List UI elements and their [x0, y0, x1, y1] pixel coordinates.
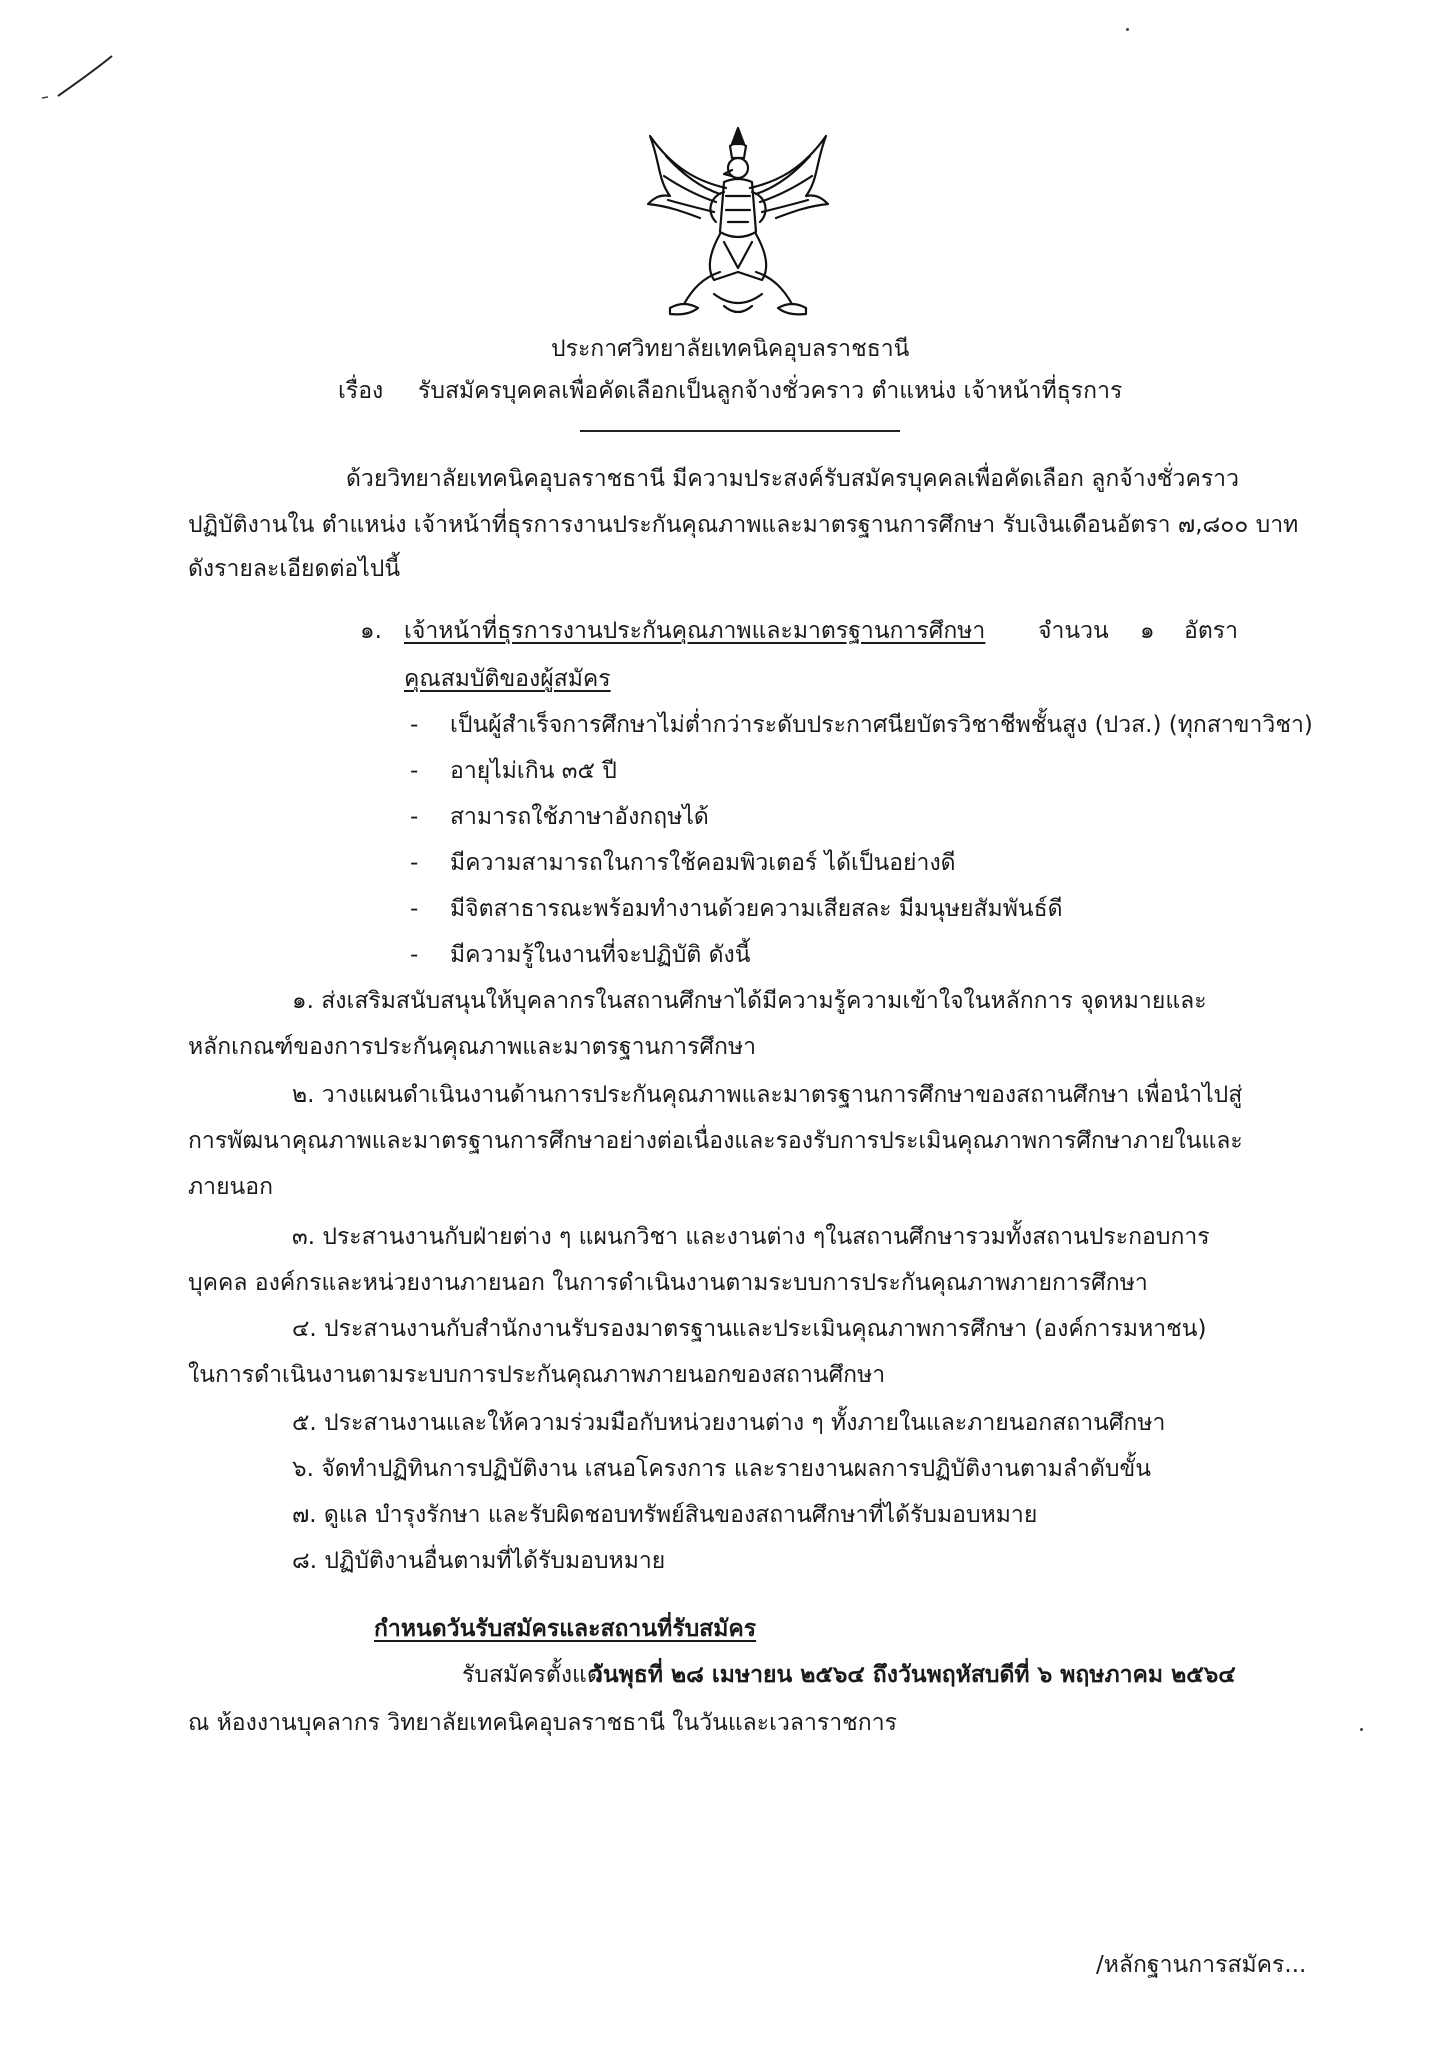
qualification-item: อายุไม่เกิน ๓๕ ปี: [450, 758, 617, 784]
duty-line: ๓. ประสานงานกับฝ่ายต่าง ๆ แผนกวิชา และงานต่าง ๆในสถานศึกษารวมทั้งสถานประกอบการ: [292, 1224, 1210, 1250]
duty-line: ๑. ส่งเสริมสนับสนุนให้บุคลากรในสถานศึกษาได้มีความรู้ความเข้าใจในหลักการ จุดหมายและ: [292, 988, 1207, 1014]
subject-text: รับสมัครบุคคลเพื่อคัดเลือกเป็นลูกจ้างชั่วคราว ตำแหน่ง เจ้าหน้าที่ธุรการ: [418, 378, 1123, 404]
application-period-dates: วันพุธที่ ๒๘ เมษายน ๒๕๖๔ ถึงวันพฤหัสบดีที่ ๖ พฤษภาคม ๒๕๖๔: [590, 1662, 1236, 1688]
position-count-unit: อัตรา: [1184, 618, 1239, 644]
intro-line: ดังรายละเอียดต่อไปนี้: [188, 556, 401, 582]
subject-label: เรื่อง: [338, 378, 384, 404]
duty-line: ในการดำเนินงานตามระบบการประกันคุณภาพภายนอกของสถานศึกษา: [188, 1362, 886, 1388]
qualification-item: มีความรู้ในงานที่จะปฏิบัติ ดังนี้: [450, 942, 751, 968]
duty-line: ภายนอก: [188, 1174, 274, 1200]
garuda-emblem: [640, 122, 836, 322]
duty-line: ๗. ดูแล บำรุงรักษา และรับผิดชอบทรัพย์สินของสถานศึกษาที่ได้รับมอบหมาย: [292, 1502, 1038, 1528]
position-number: ๑.: [360, 618, 382, 644]
application-heading: กำหนดวันรับสมัครและสถานที่รับสมัคร: [374, 1616, 757, 1642]
application-period-prefix: รับสมัครตั้งแต่: [462, 1662, 602, 1688]
application-place: ณ ห้องงานบุคลากร วิทยาลัยเทคนิคอุบลราชธานี ในวันและเวลาราชการ: [188, 1710, 897, 1736]
pen-mark: [40, 48, 120, 108]
duty-line: การพัฒนาคุณภาพและมาตรฐานการศึกษาอย่างต่อเนื่องและรองรับการประเมินคุณภาพการศึกษาภายในและ: [188, 1128, 1243, 1154]
duty-line: หลักเกณฑ์ของการประกันคุณภาพและมาตรฐานการศึกษา: [188, 1034, 757, 1060]
position-title: เจ้าหน้าที่ธุรการงานประกันคุณภาพและมาตรฐานการศึกษา: [404, 618, 986, 644]
bullet-dash: -: [410, 758, 419, 784]
bullet-dash: -: [410, 850, 419, 876]
speck: [1360, 1728, 1363, 1731]
duty-line: ๔. ประสานงานกับสำนักงานรับรองมาตรฐานและประเมินคุณภาพการศึกษา (องค์การมหาชน): [292, 1316, 1207, 1342]
qualification-item: สามารถใช้ภาษาอังกฤษได้: [450, 804, 709, 830]
continued-marker: /หลักฐานการสมัคร...: [1096, 1952, 1307, 1978]
bullet-dash: -: [410, 896, 419, 922]
title-divider: [580, 430, 900, 432]
position-count-value: ๑: [1140, 618, 1155, 644]
announcement-title: ประกาศวิทยาลัยเทคนิคอุบลราชธานี: [551, 336, 910, 362]
intro-line: ด้วยวิทยาลัยเทคนิคอุบลราชธานี มีความประสงค์รับสมัครบุคคลเพื่อคัดเลือก ลูกจ้างชั่วคราว: [346, 466, 1240, 492]
bullet-dash: -: [410, 712, 419, 738]
qualification-item: เป็นผู้สำเร็จการศึกษาไม่ต่ำกว่าระดับประกาศนียบัตรวิชาชีพชั้นสูง (ปวส.) (ทุกสาขาวิชา): [450, 712, 1313, 738]
duty-line: ๕. ประสานงานและให้ความร่วมมือกับหน่วยงานต่าง ๆ ทั้งภายในและภายนอกสถานศึกษา: [292, 1410, 1166, 1436]
duty-line: ๘. ปฏิบัติงานอื่นตามที่ได้รับมอบหมาย: [292, 1548, 666, 1574]
bullet-dash: -: [410, 942, 419, 968]
qualification-item: มีความสามารถในการใช้คอมพิวเตอร์ ได้เป็นอย่างดี: [450, 850, 956, 876]
qualifications-heading: คุณสมบัติของผู้สมัคร: [404, 666, 611, 692]
position-count-label: จำนวน: [1038, 618, 1109, 644]
bullet-dash: -: [410, 804, 419, 830]
duty-line: ๖. จัดทำปฏิทินการปฏิบัติงาน เสนอโครงการ และรายงานผลการปฏิบัติงานตามลำดับขั้น: [292, 1456, 1151, 1482]
duty-line: บุคคล องค์กรและหน่วยงานภายนอก ในการดำเนินงานตามระบบการประกันคุณภาพภายการศึกษา: [188, 1270, 1148, 1296]
intro-line: ปฏิบัติงานใน ตำแหน่ง เจ้าหน้าที่ธุรการงานประกันคุณภาพและมาตรฐานการศึกษา รับเงินเดือนอัตรา ๗,๘๐๐ บาท: [188, 512, 1299, 538]
qualification-item: มีจิตสาธารณะพร้อมทำงานด้วยความเสียสละ มีมนุษยสัมพันธ์ดี: [450, 896, 1063, 922]
duty-line: ๒. วางแผนดำเนินงานด้านการประกันคุณภาพและมาตรฐานการศึกษาของสถานศึกษา เพื่อนำไปสู่: [292, 1082, 1243, 1108]
speck: [1126, 28, 1129, 31]
